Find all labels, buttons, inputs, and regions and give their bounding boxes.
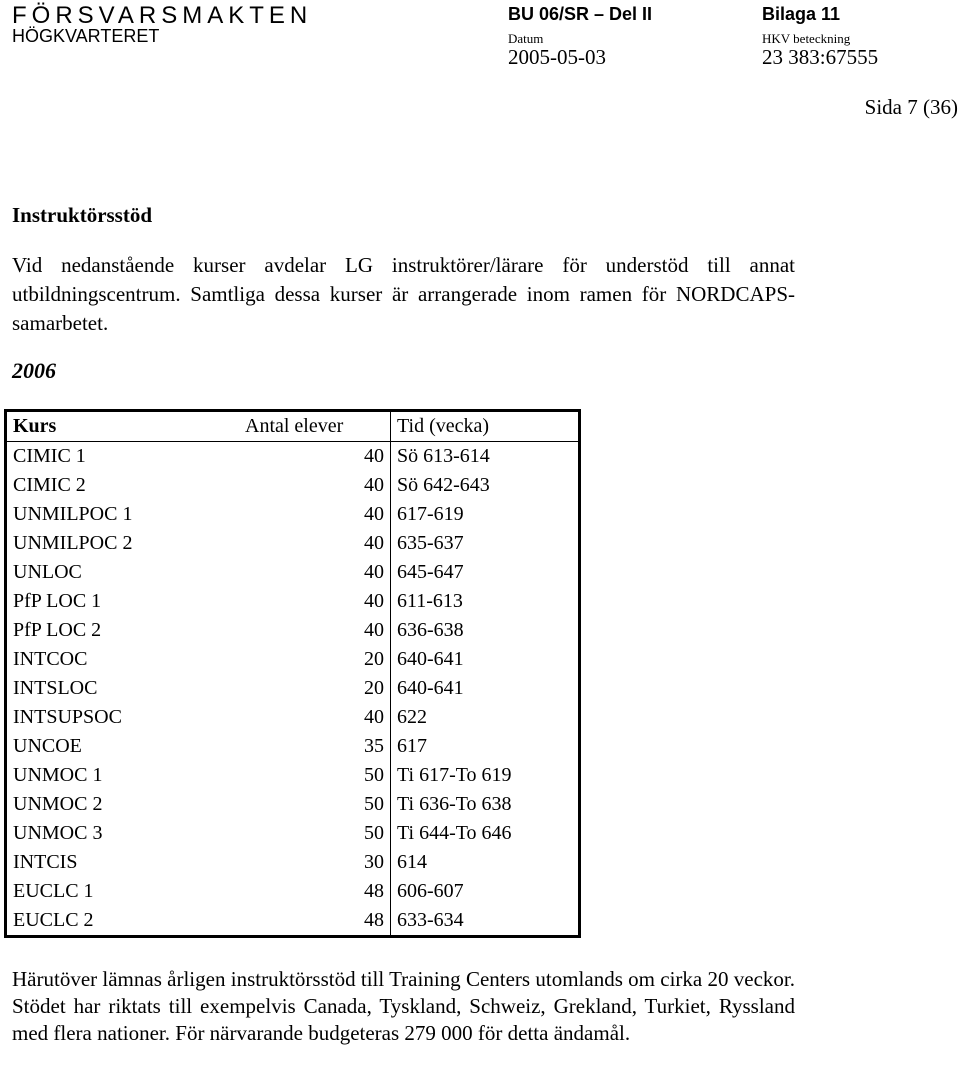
course-name-cell: EUCLC 1 xyxy=(13,880,94,902)
student-count-cell: 40 xyxy=(237,703,391,732)
student-count-cell: 50 xyxy=(237,790,391,819)
year-heading: 2006 xyxy=(12,358,56,383)
intro-paragraph: Vid nedanstående kurser avdelar LG instruktörer/lärare för understöd till annat utbildningscentrum. Samtliga dessa kurser är arrangerade inom ramen för NORDCAPS-samarbetet. xyxy=(12,253,795,335)
table-row xyxy=(6,906,580,937)
table-row xyxy=(6,703,580,732)
course-name-cell: CIMIC 2 xyxy=(13,474,86,496)
closing-paragraph: Härutöver lämnas årligen instruktörsstöd till Training Centers utomlands om cirka 20 veckor. Stödet har riktats till exempelvis Canada, Tyskland, Schweiz, Grekland, Turkiet, Ryssland med flera nationer. För närvarande budgeteras 279 000 för detta ändamål. xyxy=(12,967,795,1045)
week-cell: Ti 636-To 638 xyxy=(397,793,512,815)
week-cell: 640-641 xyxy=(397,648,464,670)
table-row xyxy=(6,500,580,529)
week-cell: 617 xyxy=(397,735,427,757)
student-count-cell: 35 xyxy=(237,732,391,761)
week-cell: 617-619 xyxy=(397,503,464,525)
reference-label: HKV beteckning xyxy=(762,31,851,46)
student-count-cell: 50 xyxy=(237,819,391,848)
column-header-students: Antal elever xyxy=(237,411,391,442)
table-row xyxy=(6,761,580,790)
week-cell: 611-613 xyxy=(397,590,463,612)
student-count-cell: 40 xyxy=(237,558,391,587)
week-cell: 606-607 xyxy=(397,880,464,902)
week-cell: Ti 644-To 646 xyxy=(397,822,512,844)
table-row xyxy=(6,442,580,472)
date-label: Datum xyxy=(508,31,544,46)
week-cell: Ti 617-To 619 xyxy=(397,764,512,786)
student-count-cell: 40 xyxy=(237,616,391,645)
student-count-cell: 20 xyxy=(237,645,391,674)
student-count-cell: 20 xyxy=(237,674,391,703)
student-count-cell: 50 xyxy=(237,761,391,790)
table-row xyxy=(6,587,580,616)
student-count-cell: 40 xyxy=(237,500,391,529)
course-name-cell: PfP LOC 1 xyxy=(13,590,102,612)
table-row xyxy=(6,819,580,848)
week-cell: 640-641 xyxy=(397,677,464,699)
week-cell: 635-637 xyxy=(397,532,464,554)
student-count-cell: 40 xyxy=(237,529,391,558)
week-cell: 645-647 xyxy=(397,561,464,583)
reference-value: 23 383:67555 xyxy=(762,45,879,69)
course-name-cell: INTCIS xyxy=(13,851,78,873)
column-header-course: Kurs xyxy=(6,411,238,442)
student-count-cell: 40 xyxy=(237,442,391,472)
course-name-cell: UNMOC 2 xyxy=(13,793,103,815)
course-name-cell: EUCLC 2 xyxy=(13,909,94,931)
course-name-cell: CIMIC 1 xyxy=(13,445,86,467)
section-heading: Instruktörsstöd xyxy=(12,203,153,227)
table-row xyxy=(6,558,580,587)
student-count-cell: 48 xyxy=(237,877,391,906)
table-row xyxy=(6,877,580,906)
week-cell: 633-634 xyxy=(397,909,464,931)
course-name-cell: UNMOC 3 xyxy=(13,822,103,844)
table-header-row xyxy=(6,411,580,442)
course-table xyxy=(4,409,581,938)
student-count-cell: 40 xyxy=(237,587,391,616)
course-name-cell: INTSUPSOC xyxy=(13,706,122,728)
table-row xyxy=(6,674,580,703)
attachment-label: Bilaga 11 xyxy=(762,4,841,24)
date-value: 2005-05-03 xyxy=(508,45,606,69)
table-body xyxy=(6,442,580,937)
column-header-time: Tid (vecka) xyxy=(391,411,580,442)
table-row xyxy=(6,732,580,761)
course-name-cell: INTSLOC xyxy=(13,677,98,699)
course-name-cell: UNMOC 1 xyxy=(13,764,103,786)
organization-name: FÖRSVARSMAKTEN xyxy=(12,2,313,29)
student-count-cell: 30 xyxy=(237,848,391,877)
week-cell: Sö 613-614 xyxy=(397,445,490,467)
table-row xyxy=(6,471,580,500)
table-row xyxy=(6,848,580,877)
course-name-cell: UNLOC xyxy=(13,561,82,583)
course-name-cell: UNCOE xyxy=(13,735,82,757)
course-name-cell: UNMILPOC 1 xyxy=(13,503,133,525)
course-name-cell: PfP LOC 2 xyxy=(13,619,102,641)
page-number: Sida 7 (36) xyxy=(864,95,958,119)
course-name-cell: UNMILPOC 2 xyxy=(13,532,133,554)
table-row xyxy=(6,645,580,674)
week-cell: 614 xyxy=(397,851,427,873)
document-id: BU 06/SR – Del II xyxy=(508,4,653,24)
week-cell: 636-638 xyxy=(397,619,464,641)
unit-name: HÖGKVARTERET xyxy=(12,26,160,46)
table-row xyxy=(6,790,580,819)
student-count-cell: 48 xyxy=(237,906,391,937)
table-row xyxy=(6,616,580,645)
course-name-cell: INTCOC xyxy=(13,648,88,670)
table-row xyxy=(6,529,580,558)
week-cell: 622 xyxy=(397,706,427,728)
week-cell: Sö 642-643 xyxy=(397,474,490,496)
student-count-cell: 40 xyxy=(237,471,391,500)
